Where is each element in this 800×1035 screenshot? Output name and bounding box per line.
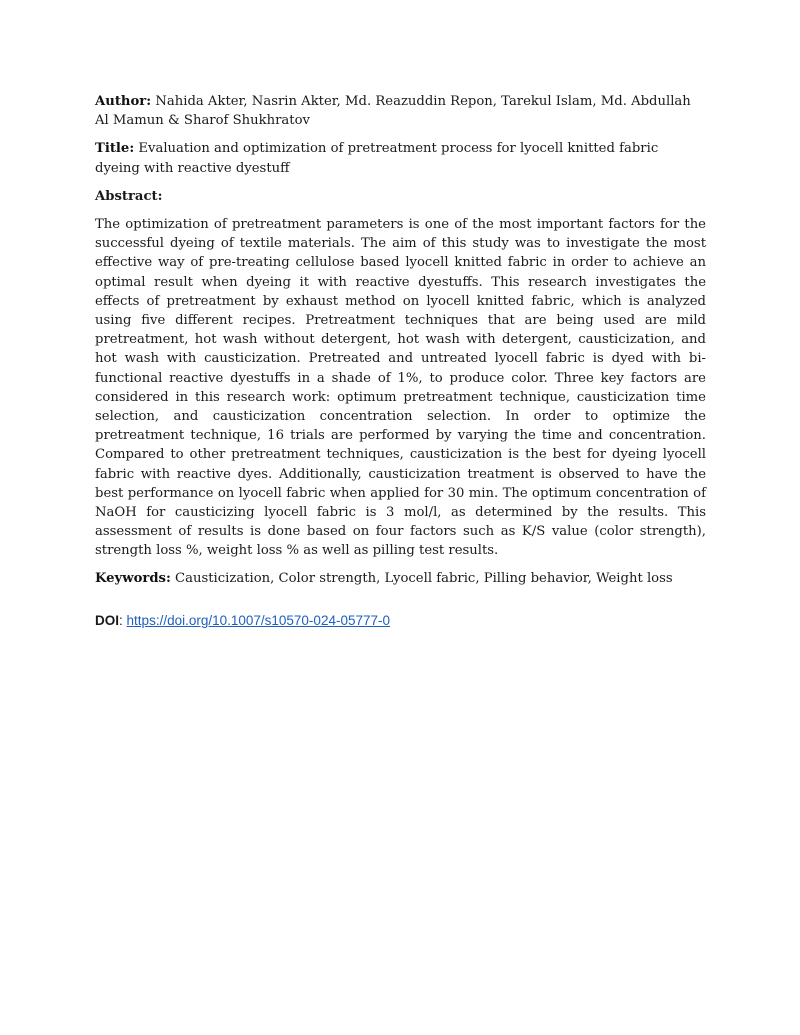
doi-link[interactable]: https://doi.org/10.1007/s10570-024-05777-0 <box>126 612 390 628</box>
author-label: Author: <box>95 94 152 109</box>
doi-label: DOI <box>95 612 120 628</box>
abstract-body: The optimization of pretreatment parameters is one of the most important factors for the successful dyeing of textile materials. The aim of this study was to investigate the most effective way of pre-treating cellulose based lyocell knitted fabric in order to achieve an optimal result when dyeing it with reactive dyestuffs. This research investigates the effects of pretreatment by exhaust method on lyocell knitted fabric, which is analyzed using five different recipes. Pretreatment techniques that are being used are mild pretreatment, hot wash without detergent, hot wash with detergent, causticization, and hot wash with causticization. Pretreated and untreated lyocell fabric is dyed with bi-functional reactive dyestuffs in a shade of 1%, to produce color. Three key factors are considered in this research work: optimum pretreatment technique, causticization time selection, and causticization concentration selection. In order to optimize the pretreatment technique, 16 trials are performed by varying the time and concentration. Compared to other pretreatment techniques, causticization is the best for dyeing lyocell fabric with reactive dyes. Additionally, causticization treatment is observed to have the best performance on lyocell fabric when applied for 30 min. The optimum concentration of NaOH for causticizing lyocell fabric is 3 mol/l, as determined by the results. This assessment of results is done based on four factors such as K/S value (color strength), strength loss %, weight loss % as well as pilling test results. <box>95 217 706 559</box>
paper-title: Evaluation and optimization of pretreatment process for lyocell knitted fabric dyeing with reactive dyestuff <box>95 141 659 176</box>
author-line <box>95 92 706 130</box>
keywords-label: Keywords: <box>95 570 171 586</box>
document-page <box>95 92 706 630</box>
author-names: Nahida Akter, Nasrin Akter, Md. Reazuddin Repon, Tarekul Islam, Md. Abdullah Al Mamun & Sharof Shukhratov <box>95 94 691 129</box>
title-line <box>95 139 706 177</box>
keywords-list: Causticization, Color strength, Lyocell fabric, Pilling behavior, Weight loss <box>175 570 673 586</box>
abstract-heading: Abstract: <box>95 188 163 204</box>
title-label: Title: <box>95 141 135 157</box>
doi-line <box>95 612 706 630</box>
doi-separator: : <box>119 612 123 628</box>
keywords-line <box>95 569 706 588</box>
